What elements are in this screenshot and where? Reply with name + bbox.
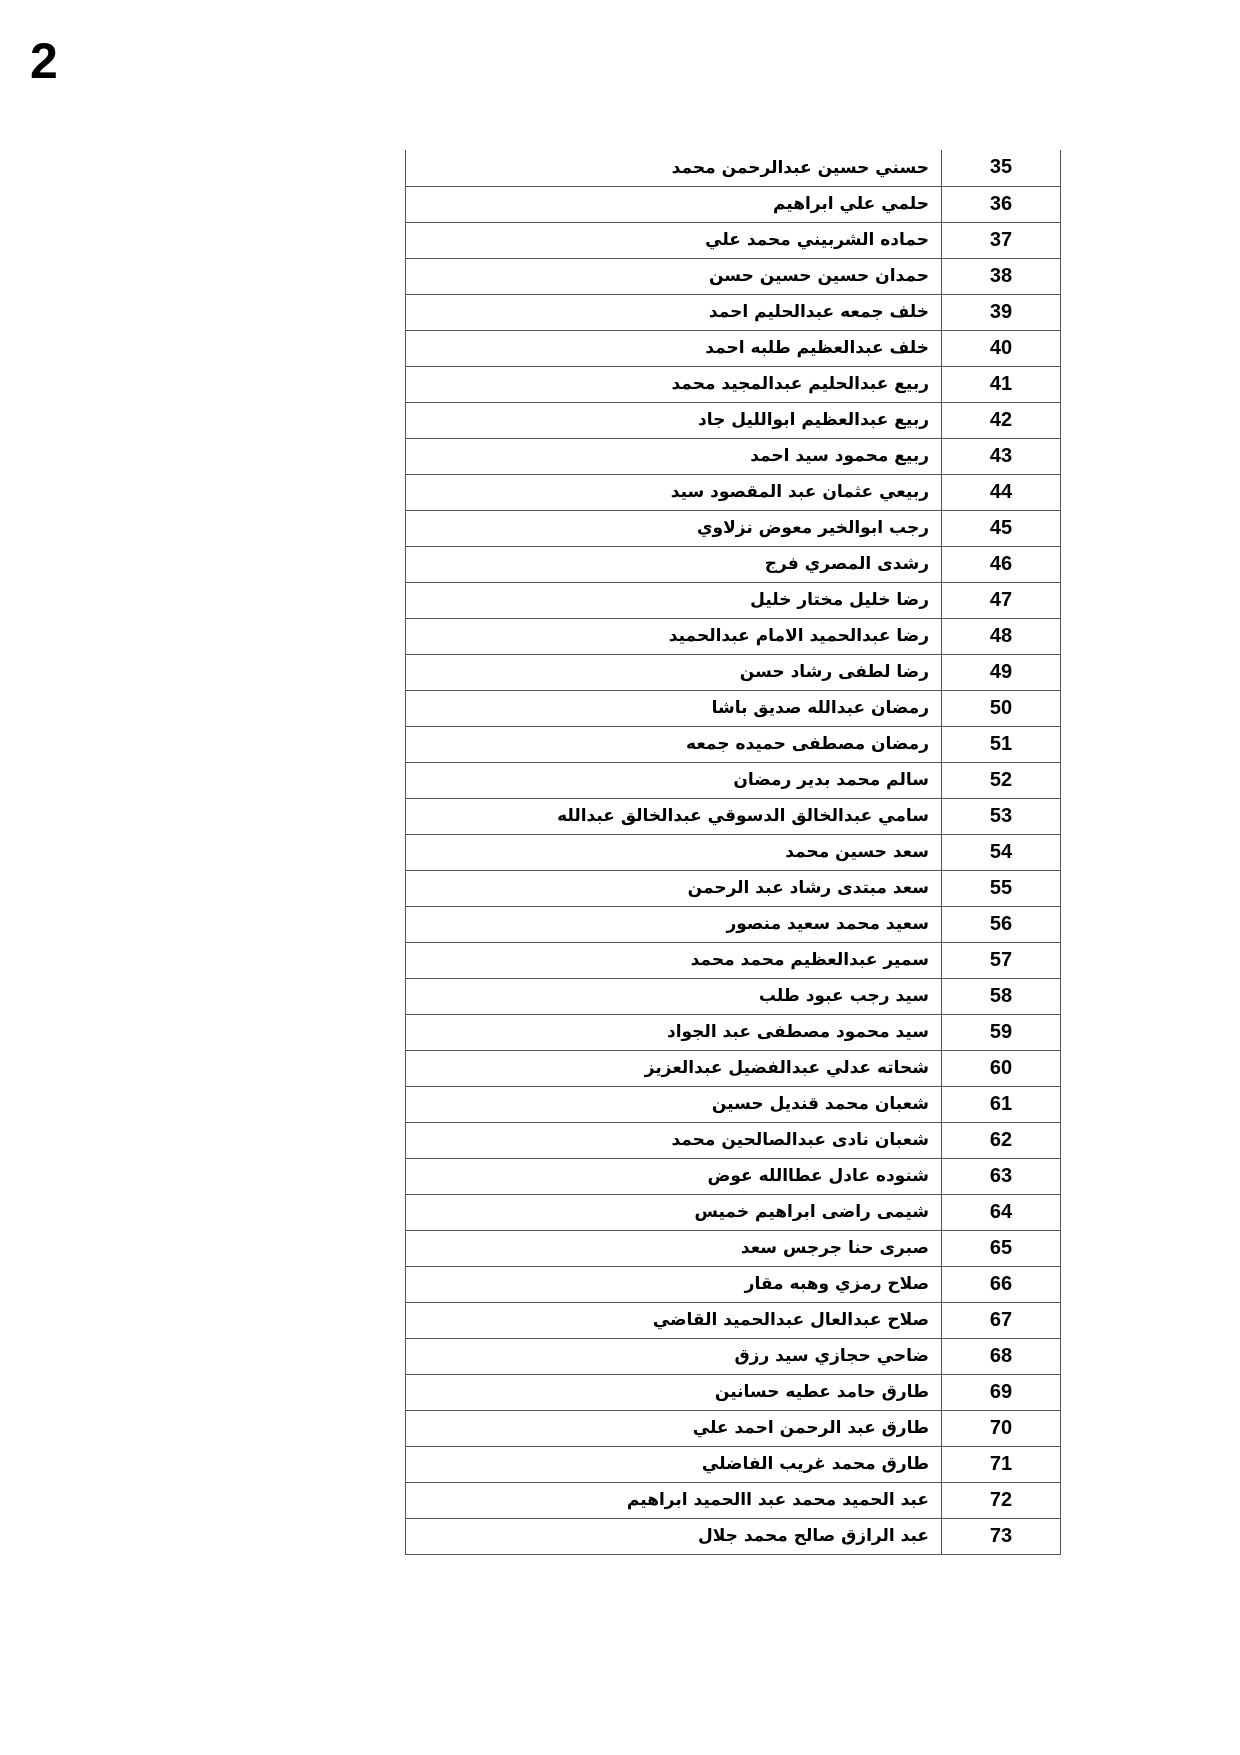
names-table-body bbox=[406, 150, 1061, 1554]
number-cell: 48 bbox=[942, 618, 1061, 654]
name-cell: شيمى راضى ابراهيم خميس bbox=[406, 1194, 942, 1230]
table-row bbox=[406, 906, 1061, 942]
table-row bbox=[406, 222, 1061, 258]
name-cell: حماده الشربيني محمد علي bbox=[406, 222, 942, 258]
name-cell: سيد رجب عبود طلب bbox=[406, 978, 942, 1014]
table-row bbox=[406, 330, 1061, 366]
table-row bbox=[406, 690, 1061, 726]
table-row bbox=[406, 1338, 1061, 1374]
table-row bbox=[406, 1086, 1061, 1122]
table-row bbox=[406, 1122, 1061, 1158]
name-cell: شحاته عدلي عبدالفضيل عبدالعزيز bbox=[406, 1050, 942, 1086]
name-cell: سالم محمد بدير رمضان bbox=[406, 762, 942, 798]
number-cell: 35 bbox=[942, 150, 1061, 186]
number-cell: 56 bbox=[942, 906, 1061, 942]
name-cell: ربيع محمود سيد احمد bbox=[406, 438, 942, 474]
table-row bbox=[406, 294, 1061, 330]
name-cell: شنوده عادل عطاالله عوض bbox=[406, 1158, 942, 1194]
number-cell: 61 bbox=[942, 1086, 1061, 1122]
name-cell: سيد محمود مصطفى عبد الجواد bbox=[406, 1014, 942, 1050]
name-cell: عبد الحميد محمد عبد االحميد ابراهيم bbox=[406, 1482, 942, 1518]
name-cell: سعد مبتدى رشاد عبد الرحمن bbox=[406, 870, 942, 906]
number-cell: 58 bbox=[942, 978, 1061, 1014]
table-row bbox=[406, 1050, 1061, 1086]
name-cell: شعبان محمد قنديل حسين bbox=[406, 1086, 942, 1122]
number-cell: 39 bbox=[942, 294, 1061, 330]
number-cell: 60 bbox=[942, 1050, 1061, 1086]
name-cell: رجب ابوالخير معوض نزلاوي bbox=[406, 510, 942, 546]
table-row bbox=[406, 474, 1061, 510]
table-row bbox=[406, 1410, 1061, 1446]
name-cell: صلاح عبدالعال عبدالحميد القاضي bbox=[406, 1302, 942, 1338]
names-table bbox=[405, 150, 1061, 1555]
table-row bbox=[406, 510, 1061, 546]
number-cell: 68 bbox=[942, 1338, 1061, 1374]
table-row bbox=[406, 978, 1061, 1014]
table-row bbox=[406, 1446, 1061, 1482]
number-cell: 36 bbox=[942, 186, 1061, 222]
table-row bbox=[406, 1302, 1061, 1338]
number-cell: 63 bbox=[942, 1158, 1061, 1194]
name-cell: ربيعي عثمان عبد المقصود سيد bbox=[406, 474, 942, 510]
number-cell: 69 bbox=[942, 1374, 1061, 1410]
name-cell: سعد حسين محمد bbox=[406, 834, 942, 870]
name-cell: حسني حسين عبدالرحمن محمد bbox=[406, 150, 942, 186]
number-cell: 49 bbox=[942, 654, 1061, 690]
table-row bbox=[406, 834, 1061, 870]
name-cell: رمضان عبدالله صديق باشا bbox=[406, 690, 942, 726]
table-row bbox=[406, 258, 1061, 294]
table-row bbox=[406, 150, 1061, 186]
number-cell: 51 bbox=[942, 726, 1061, 762]
number-cell: 47 bbox=[942, 582, 1061, 618]
name-cell: ربيع عبدالحليم عبدالمجيد محمد bbox=[406, 366, 942, 402]
name-cell: خلف جمعه عبدالحليم احمد bbox=[406, 294, 942, 330]
table-row bbox=[406, 1194, 1061, 1230]
name-cell: طارق محمد غريب الفاضلي bbox=[406, 1446, 942, 1482]
number-cell: 55 bbox=[942, 870, 1061, 906]
number-cell: 42 bbox=[942, 402, 1061, 438]
name-cell: شعبان نادى عبدالصالحين محمد bbox=[406, 1122, 942, 1158]
name-cell: سامي عبدالخالق الدسوقي عبدالخالق عبدالله bbox=[406, 798, 942, 834]
table-row bbox=[406, 942, 1061, 978]
table-row bbox=[406, 582, 1061, 618]
number-cell: 44 bbox=[942, 474, 1061, 510]
number-cell: 37 bbox=[942, 222, 1061, 258]
number-cell: 59 bbox=[942, 1014, 1061, 1050]
name-cell: صلاح رمزي وهبه مقار bbox=[406, 1266, 942, 1302]
name-cell: عبد الرازق صالح محمد جلال bbox=[406, 1518, 942, 1554]
name-cell: رضا عبدالحميد الامام عبدالحميد bbox=[406, 618, 942, 654]
name-cell: سعيد محمد سعيد منصور bbox=[406, 906, 942, 942]
table-row bbox=[406, 546, 1061, 582]
name-cell: سمير عبدالعظيم محمد محمد bbox=[406, 942, 942, 978]
name-cell: ضاحي حجازي سيد رزق bbox=[406, 1338, 942, 1374]
number-cell: 64 bbox=[942, 1194, 1061, 1230]
number-cell: 62 bbox=[942, 1122, 1061, 1158]
number-cell: 54 bbox=[942, 834, 1061, 870]
number-cell: 72 bbox=[942, 1482, 1061, 1518]
name-cell: رضا خليل مختار خليل bbox=[406, 582, 942, 618]
number-cell: 40 bbox=[942, 330, 1061, 366]
name-cell: صبرى حنا جرجس سعد bbox=[406, 1230, 942, 1266]
number-cell: 71 bbox=[942, 1446, 1061, 1482]
table-row bbox=[406, 762, 1061, 798]
number-cell: 50 bbox=[942, 690, 1061, 726]
table-row bbox=[406, 1230, 1061, 1266]
table-row bbox=[406, 402, 1061, 438]
table-row bbox=[406, 1158, 1061, 1194]
name-cell: خلف عبدالعظيم طلبه احمد bbox=[406, 330, 942, 366]
number-cell: 53 bbox=[942, 798, 1061, 834]
number-cell: 73 bbox=[942, 1518, 1061, 1554]
name-cell: رشدى المصري فرج bbox=[406, 546, 942, 582]
table-row bbox=[406, 726, 1061, 762]
number-cell: 57 bbox=[942, 942, 1061, 978]
number-cell: 41 bbox=[942, 366, 1061, 402]
table-row bbox=[406, 1374, 1061, 1410]
number-cell: 67 bbox=[942, 1302, 1061, 1338]
table-row bbox=[406, 798, 1061, 834]
number-cell: 65 bbox=[942, 1230, 1061, 1266]
table-row bbox=[406, 654, 1061, 690]
number-cell: 52 bbox=[942, 762, 1061, 798]
table-row bbox=[406, 1266, 1061, 1302]
table-row bbox=[406, 438, 1061, 474]
name-cell: طارق عبد الرحمن احمد علي bbox=[406, 1410, 942, 1446]
name-cell: رمضان مصطفى حميده جمعه bbox=[406, 726, 942, 762]
number-cell: 43 bbox=[942, 438, 1061, 474]
number-cell: 46 bbox=[942, 546, 1061, 582]
number-cell: 66 bbox=[942, 1266, 1061, 1302]
table-row bbox=[406, 870, 1061, 906]
number-cell: 45 bbox=[942, 510, 1061, 546]
table-row bbox=[406, 186, 1061, 222]
name-cell: حمدان حسين حسين حسن bbox=[406, 258, 942, 294]
name-cell: حلمي علي ابراهيم bbox=[406, 186, 942, 222]
table-row bbox=[406, 1014, 1061, 1050]
name-cell: طارق حامد عطيه حسانين bbox=[406, 1374, 942, 1410]
table-row bbox=[406, 618, 1061, 654]
table-row bbox=[406, 1518, 1061, 1554]
number-cell: 38 bbox=[942, 258, 1061, 294]
page-number: 2 bbox=[30, 33, 58, 89]
table-row bbox=[406, 366, 1061, 402]
name-cell: رضا لطفى رشاد حسن bbox=[406, 654, 942, 690]
table-row bbox=[406, 1482, 1061, 1518]
number-cell: 70 bbox=[942, 1410, 1061, 1446]
name-cell: ربيع عبدالعظيم ابوالليل جاد bbox=[406, 402, 942, 438]
